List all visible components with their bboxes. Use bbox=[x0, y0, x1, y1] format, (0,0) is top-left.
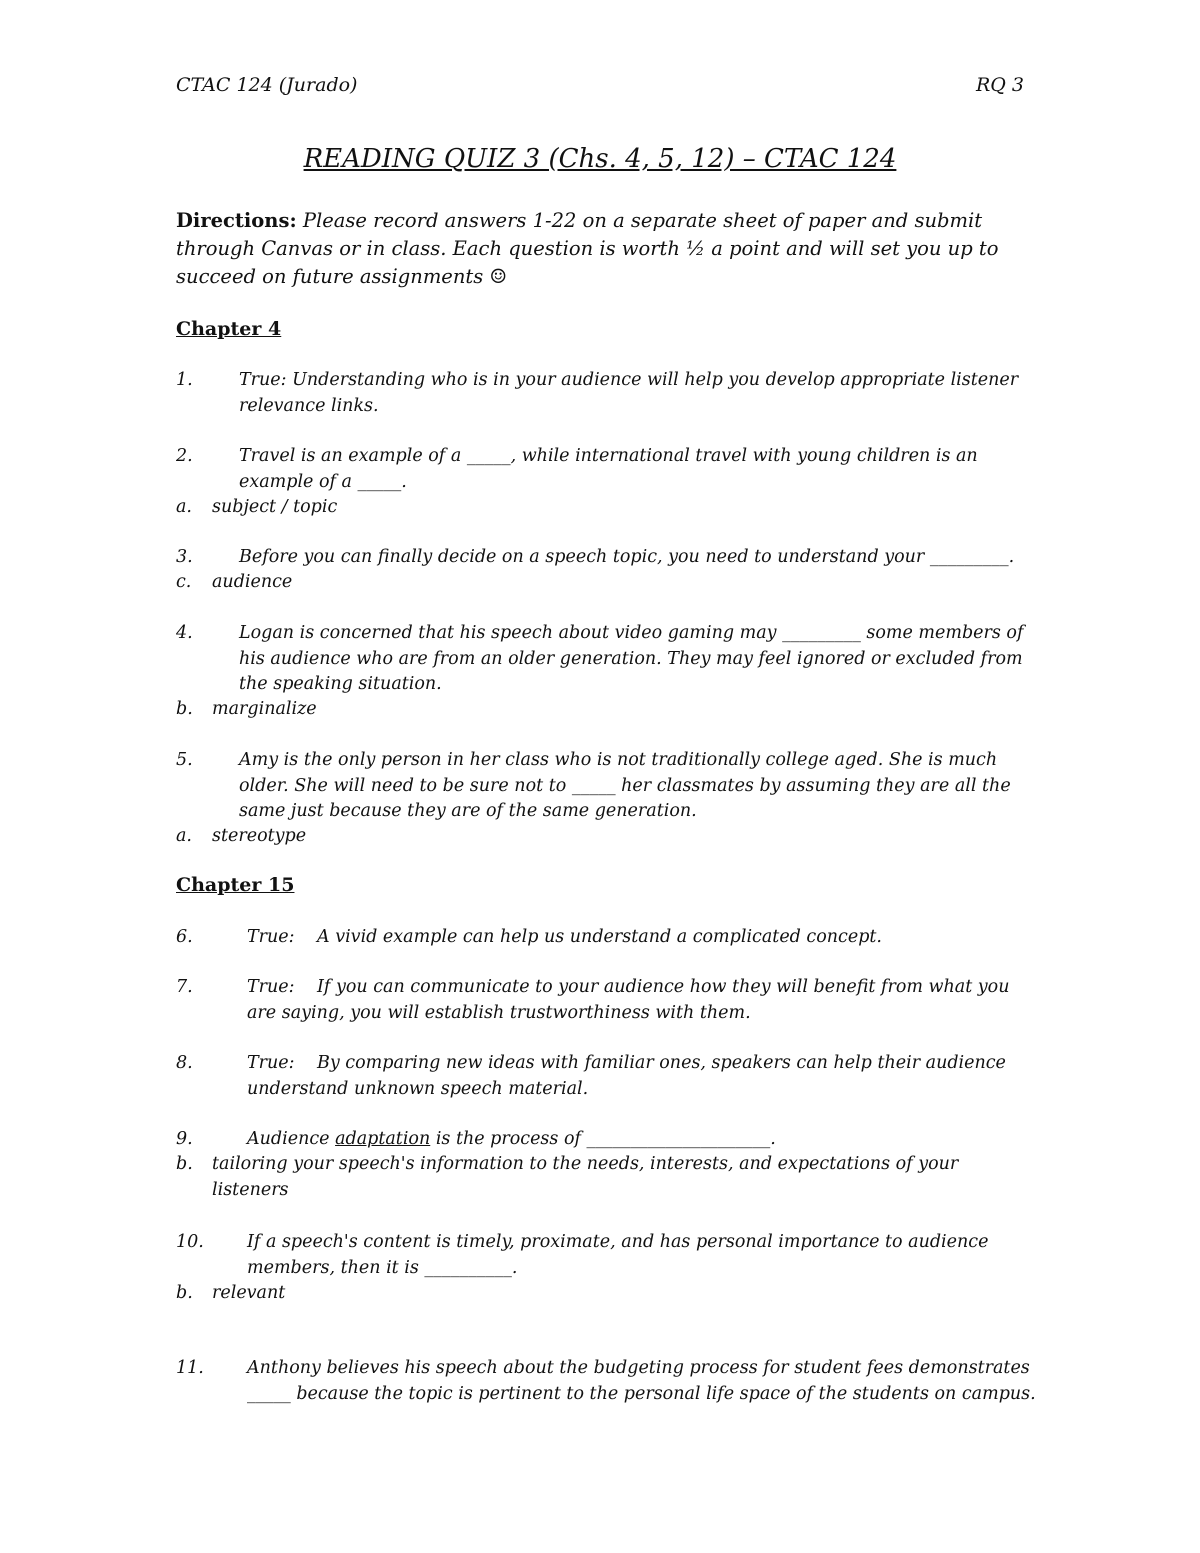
page-title: READING QUIZ 3 (Chs. 4, 5, 12) – CTAC 124 bbox=[303, 144, 897, 174]
answer-text: audience bbox=[212, 572, 293, 592]
question-text: Travel is an example of a _____, while international travel with young children is an example of a _____. bbox=[239, 446, 978, 492]
question-text: True: Understanding who is in your audience will help you develop appropriate listener relevance links. bbox=[239, 370, 1019, 416]
answer-letter: a. bbox=[176, 826, 192, 846]
header-course: CTAC 124 (Jurado) bbox=[176, 74, 358, 96]
question-text: Logan is concerned that his speech about video gaming may _________ some members of his audience who are from an older generation. They may feel ignored or excluded from the speaking situation. bbox=[239, 623, 1024, 694]
question-number: 5. bbox=[176, 750, 193, 770]
answer-letter: a. bbox=[176, 497, 192, 517]
question-number: 3. bbox=[176, 547, 193, 567]
question-number: 8. bbox=[176, 1053, 193, 1073]
answer-text: marginalize bbox=[212, 699, 317, 719]
question-number: 11. bbox=[176, 1358, 204, 1378]
question-text: If you can communicate to your audience how they will benefit from what you are saying, you will establish trustworthiness with them. bbox=[247, 977, 1010, 1023]
question-3 bbox=[176, 545, 1036, 571]
answer-2 bbox=[176, 495, 1036, 521]
chapter-heading: Chapter 4 bbox=[176, 318, 282, 340]
question-text: Before you can finally decide on a speech topic, you need to understand your _________. bbox=[239, 547, 1015, 567]
question-9 bbox=[176, 1127, 1036, 1153]
answer-3 bbox=[176, 570, 1036, 596]
question-number: 9. bbox=[176, 1129, 193, 1149]
question-number: 6. bbox=[176, 927, 193, 947]
question-2 bbox=[176, 444, 1036, 495]
question-11 bbox=[176, 1356, 1036, 1407]
question-7 bbox=[176, 975, 1036, 1026]
question-6 bbox=[176, 925, 1036, 951]
answer-text: stereotype bbox=[212, 826, 307, 846]
question-8 bbox=[176, 1051, 1036, 1102]
answer-text: relevant bbox=[212, 1283, 286, 1303]
answer-10 bbox=[176, 1281, 1036, 1307]
directions bbox=[176, 207, 1026, 291]
answer-letter: c. bbox=[176, 572, 192, 592]
true-label: True: bbox=[247, 1053, 295, 1073]
question-text-before: Audience bbox=[247, 1129, 336, 1149]
answer-9 bbox=[176, 1152, 1036, 1203]
question-number: 1. bbox=[176, 370, 193, 390]
question-text: A vivid example can help us understand a complicated concept. bbox=[317, 927, 882, 947]
question-text: Amy is the only person in her class who is not traditionally college aged. She is much older. She will need to be sure not to _____ her classmates by assuming they are all the same just because they are of the same generation. bbox=[239, 750, 1011, 821]
question-number: 10. bbox=[176, 1232, 204, 1252]
question-4 bbox=[176, 621, 1036, 698]
question-10 bbox=[176, 1230, 1036, 1281]
answer-letter: b. bbox=[176, 1154, 193, 1174]
answer-5 bbox=[176, 824, 1036, 850]
true-label: True: bbox=[247, 927, 295, 947]
true-label: True: bbox=[247, 977, 295, 997]
header-quiz-id: RQ 3 bbox=[975, 74, 1024, 96]
question-number: 7. bbox=[176, 977, 193, 997]
question-text: If a speech's content is timely, proximate, and has personal importance to audience members, then it is __________. bbox=[247, 1232, 989, 1278]
answer-text: subject / topic bbox=[212, 497, 338, 517]
question-number: 4. bbox=[176, 623, 193, 643]
question-5 bbox=[176, 748, 1036, 825]
chapter-heading: Chapter 15 bbox=[176, 874, 295, 896]
question-text: By comparing new ideas with familiar ones, speakers can help their audience understand unknown speech material. bbox=[247, 1053, 1006, 1099]
answer-letter: b. bbox=[176, 699, 193, 719]
question-1 bbox=[176, 368, 1036, 419]
directions-label: Directions: bbox=[176, 209, 297, 232]
question-text: Anthony believes his speech about the budgeting process for student fees demonstrates _____ because the topic is pertinent to the personal life space of the students on campus. bbox=[247, 1358, 1036, 1404]
question-text-after: is the process of _____________________. bbox=[430, 1129, 776, 1149]
directions-text: Please record answers 1-22 on a separate sheet of paper and submit through Canvas or in class. Each question is worth ½ a point and will set you up to succeed on future assignments ☺ bbox=[176, 209, 999, 288]
answer-text: tailoring your speech's information to the needs, interests, and expectations of your listeners bbox=[212, 1154, 959, 1200]
question-text-underlined: adaptation bbox=[335, 1129, 431, 1149]
answer-4 bbox=[176, 697, 1036, 723]
question-number: 2. bbox=[176, 446, 193, 466]
answer-letter: b. bbox=[176, 1283, 193, 1303]
